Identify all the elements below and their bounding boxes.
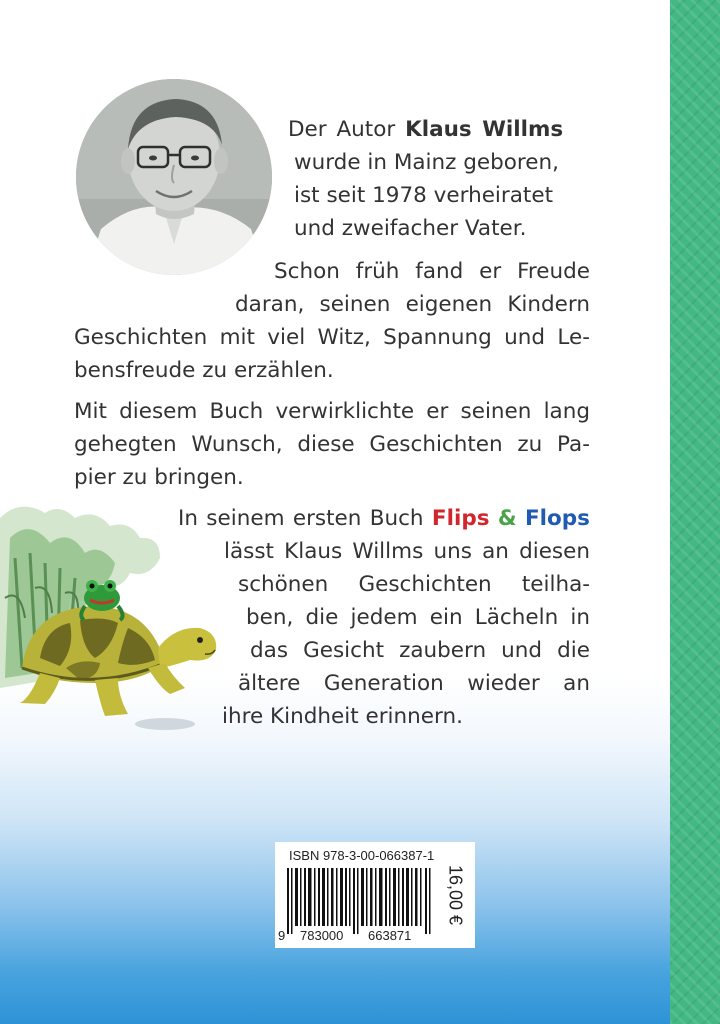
author-intro-line-1 — [288, 113, 564, 146]
barcode-digit-group-1: 783000 — [300, 928, 344, 943]
author-intro-line-3: ist seit 1978 verheiratet — [294, 183, 553, 208]
book-title-flips: Flips — [431, 506, 490, 531]
barcode-digit-group-2: 663871 — [368, 928, 412, 943]
author-intro — [288, 113, 564, 245]
intro-prefix: Der Autor — [288, 117, 396, 142]
paragraph3-line-2: gehegten Wunsch, diese Geschichten zu Pa- — [74, 432, 590, 457]
paragraph4-line-7: ihre Kindheit erinnern. — [222, 704, 463, 729]
author-name: Klaus Willms — [405, 117, 564, 142]
paragraph4-line-6: ältere Generation wieder an — [238, 671, 590, 696]
paragraph-childhood-stories — [74, 255, 590, 387]
paragraph4-line-1 — [178, 502, 590, 535]
book-title-flops: Flops — [524, 506, 590, 531]
paragraph4-line-5: das Gesicht zaubern und die — [250, 638, 590, 663]
green-spine-edge — [670, 0, 720, 1024]
book-title-amp: & — [497, 506, 517, 531]
price-label — [435, 842, 475, 948]
book-title — [432, 506, 590, 531]
author-photo — [76, 79, 272, 275]
paragraph4-line-4: ben, die jedem ein Lächeln in — [246, 605, 590, 630]
paragraph4-line-3: schönen Geschichten teilha- — [238, 572, 590, 597]
isbn-number: ISBN 978-3-00-066387-1 — [289, 848, 435, 863]
isbn-barcode-box — [275, 842, 475, 948]
paragraph2-line-3: Geschichten mit viel Witz, Spannung und Le- — [74, 325, 590, 350]
paragraph3-line-1: Mit diesem Buch verwirklichte er seinen lang — [74, 399, 590, 424]
paragraph2-line-2: daran, seinen eigenen Kindern — [235, 292, 590, 317]
barcode-digit-first: 9 — [278, 928, 286, 943]
paragraph2-line-4: bensfreude zu erzählen. — [74, 358, 334, 383]
paragraph2-line-1: Schon früh fand er Freude — [274, 259, 590, 284]
author-intro-line-2: wurde in Mainz geboren, — [294, 150, 559, 175]
paragraph-book-wish — [74, 395, 590, 494]
price-value: 16,00 € — [445, 864, 466, 926]
author-intro-line-4: und zweifacher Vater. — [294, 216, 527, 241]
paragraph3-line-3: pier zu bringen. — [74, 465, 244, 490]
paragraph4-line-2: lässt Klaus Willms uns an diesen — [224, 539, 590, 564]
barcode-bars — [287, 868, 435, 934]
paragraph4-prefix: In seinem ersten Buch — [178, 506, 424, 531]
paragraph-first-book — [178, 502, 590, 733]
